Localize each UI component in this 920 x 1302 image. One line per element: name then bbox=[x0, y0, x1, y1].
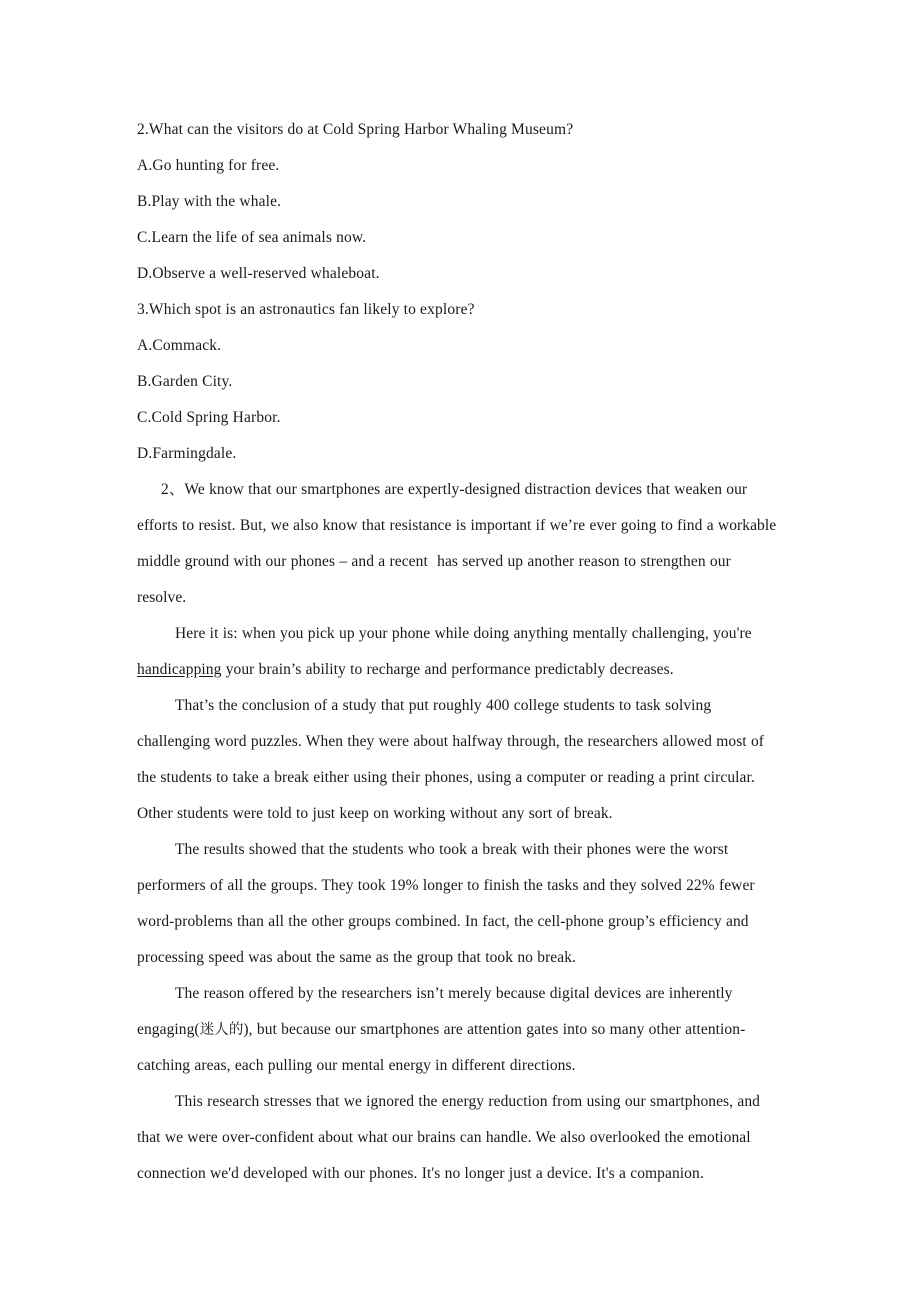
passage-p2-text-after-underline: your brain’s ability to recharge and performance predictably decreases. bbox=[221, 661, 674, 678]
passage-p5-text-before-gloss: The reason offered by the researchers isn’t merely because digital devices are inherently engaging( bbox=[137, 985, 733, 1038]
passage-paragraph-1 bbox=[137, 472, 783, 616]
passage-p5-text-after-gloss: ), but because our smartphones are attention gates into so many other attention-catching areas, each pulling our mental energy in different directions. bbox=[137, 1021, 746, 1074]
passage-paragraph-5 bbox=[137, 976, 783, 1084]
passage-paragraph-3: That’s the conclusion of a study that put roughly 400 college students to task solving challenging word puzzles. When they were about halfway through, the researchers allowed most of the students to take a break either using their phones, using a computer or reading a print circular. Other students were told to just keep on working without any sort of break. bbox=[137, 697, 765, 822]
document-text-column bbox=[137, 112, 783, 1192]
passage-p1-text-after-gap: has served up another reason to strengthen our resolve. bbox=[137, 553, 731, 606]
passage-paragraph-4: The results showed that the students who took a break with their phones were the worst performers of all the groups. They took 19% longer to finish the tasks and they solved 22% fewer word-problems than all the other groups combined. In fact, the cell-phone group’s efficiency and processing speed was about the same as the group that took no break. bbox=[137, 841, 755, 966]
passage-marker: 2、 bbox=[161, 481, 185, 498]
passage-paragraph-2 bbox=[137, 616, 783, 688]
question-3-option-b[interactable]: B.Garden City. bbox=[137, 373, 233, 390]
question-2-option-b[interactable]: B.Play with the whale. bbox=[137, 193, 282, 210]
underlined-word-handicapping: handicapping bbox=[137, 661, 222, 678]
question-3-option-c[interactable]: C.Cold Spring Harbor. bbox=[137, 409, 281, 426]
passage-paragraph-6: This research stresses that we ignored the energy reduction from using our smartphones, and that we were over-confident about what our brains can handle. We also overlooked the emotional connection we'd developed with our phones. It's no longer just a device. It's a companion. bbox=[137, 1093, 760, 1182]
question-3-option-d[interactable]: D.Farmingdale. bbox=[137, 445, 237, 462]
question-2-option-a[interactable]: A.Go hunting for free. bbox=[137, 157, 280, 174]
passage-p2-text-before-underline: Here it is: when you pick up your phone while doing anything mentally challenging, you're bbox=[175, 625, 752, 642]
question-2-option-d[interactable]: D.Observe a well-reserved whaleboat. bbox=[137, 265, 380, 282]
passage-p1-text-before-gap: We know that our smartphones are expertly-designed distraction devices that weaken our efforts to resist. But, we also know that resistance is important if we’re ever going to find a workable middle ground with our phones – and a recent bbox=[137, 481, 777, 570]
question-2-option-c[interactable]: C.Learn the life of sea animals now. bbox=[137, 229, 367, 246]
question-2-stem: 2.What can the visitors do at Cold Spring Harbor Whaling Museum? bbox=[137, 121, 574, 138]
chinese-gloss-engaging: 迷人的 bbox=[199, 1022, 244, 1038]
question-3-stem: 3.Which spot is an astronautics fan likely to explore? bbox=[137, 301, 475, 318]
question-3-option-a[interactable]: A.Commack. bbox=[137, 337, 222, 354]
